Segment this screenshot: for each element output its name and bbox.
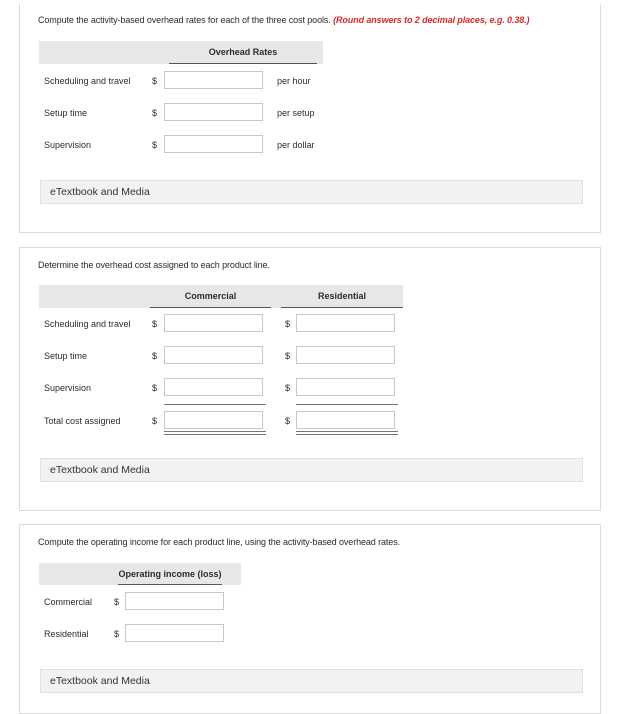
subtotal-rule	[296, 404, 398, 405]
residential-scheduling-travel-input[interactable]	[296, 314, 395, 332]
overhead-assigned-header-bar	[39, 285, 403, 308]
commercial-total-cost-input[interactable]	[164, 411, 263, 429]
currency-symbol: $	[285, 351, 291, 361]
commercial-supervision-input[interactable]	[164, 378, 263, 396]
row-label-scheduling-travel: Scheduling and travel	[44, 319, 131, 329]
setup-time-rate-input[interactable]	[164, 103, 263, 121]
commercial-operating-income-input[interactable]	[125, 592, 224, 610]
residential-operating-income-input[interactable]	[125, 624, 224, 642]
currency-symbol: $	[285, 416, 291, 426]
unit-per-setup: per setup	[277, 108, 315, 118]
total-double-rule	[296, 431, 398, 435]
operating-income-card	[19, 524, 601, 714]
rounding-hint: (Round answers to 2 decimal places, e.g. 0.38.)	[333, 15, 530, 25]
operating-income-header-bar	[39, 563, 241, 585]
currency-symbol: $	[152, 140, 158, 150]
overhead-rates-instruction: Compute the activity-based overhead rates for each of the three cost pools. (Round answers to 2 decimal places, e.g. 0.38.)	[38, 15, 530, 25]
row-label-supervision: Supervision	[44, 383, 92, 393]
scheduling-travel-rate-input[interactable]	[164, 71, 263, 89]
operating-income-header: Operating income (loss)	[118, 563, 222, 585]
residential-setup-time-input[interactable]	[296, 346, 395, 364]
residential-supervision-input[interactable]	[296, 378, 395, 396]
total-double-rule	[164, 431, 266, 435]
commercial-column-header: Commercial	[150, 285, 271, 308]
etextbook-media-link[interactable]: eTextbook and Media	[40, 458, 583, 482]
subtotal-rule	[164, 404, 266, 405]
currency-symbol: $	[285, 319, 291, 329]
residential-total-cost-input[interactable]	[296, 411, 395, 429]
row-label-commercial: Commercial	[44, 597, 93, 607]
unit-per-dollar: per dollar	[277, 140, 315, 150]
row-label-setup-time: Setup time	[44, 108, 88, 118]
operating-income-instruction: Compute the operating income for each product line, using the activity-based overhead rates.	[38, 537, 401, 547]
residential-column-header: Residential	[281, 285, 403, 308]
row-label-setup-time: Setup time	[44, 351, 88, 361]
commercial-scheduling-travel-input[interactable]	[164, 314, 263, 332]
currency-symbol: $	[152, 351, 158, 361]
overhead-rates-header-bar	[39, 41, 323, 64]
currency-symbol: $	[152, 319, 158, 329]
currency-symbol: $	[114, 597, 120, 607]
overhead-assigned-instruction: Determine the overhead cost assigned to each product line.	[38, 260, 270, 270]
currency-symbol: $	[152, 108, 158, 118]
row-label-supervision: Supervision	[44, 140, 92, 150]
currency-symbol: $	[152, 416, 158, 426]
currency-symbol: $	[285, 383, 291, 393]
commercial-setup-time-input[interactable]	[164, 346, 263, 364]
supervision-rate-input[interactable]	[164, 135, 263, 153]
overhead-assigned-card	[19, 247, 601, 511]
etextbook-media-link[interactable]: eTextbook and Media	[40, 669, 583, 693]
currency-symbol: $	[114, 629, 120, 639]
currency-symbol: $	[152, 76, 158, 86]
row-label-total-cost-assigned: Total cost assigned	[44, 416, 121, 426]
overhead-rates-card	[19, 4, 601, 233]
overhead-rates-header: Overhead Rates	[169, 41, 317, 64]
row-label-residential: Residential	[44, 629, 89, 639]
currency-symbol: $	[152, 383, 158, 393]
etextbook-media-link[interactable]: eTextbook and Media	[40, 180, 583, 204]
row-label-scheduling-travel: Scheduling and travel	[44, 76, 131, 86]
unit-per-hour: per hour	[277, 76, 311, 86]
